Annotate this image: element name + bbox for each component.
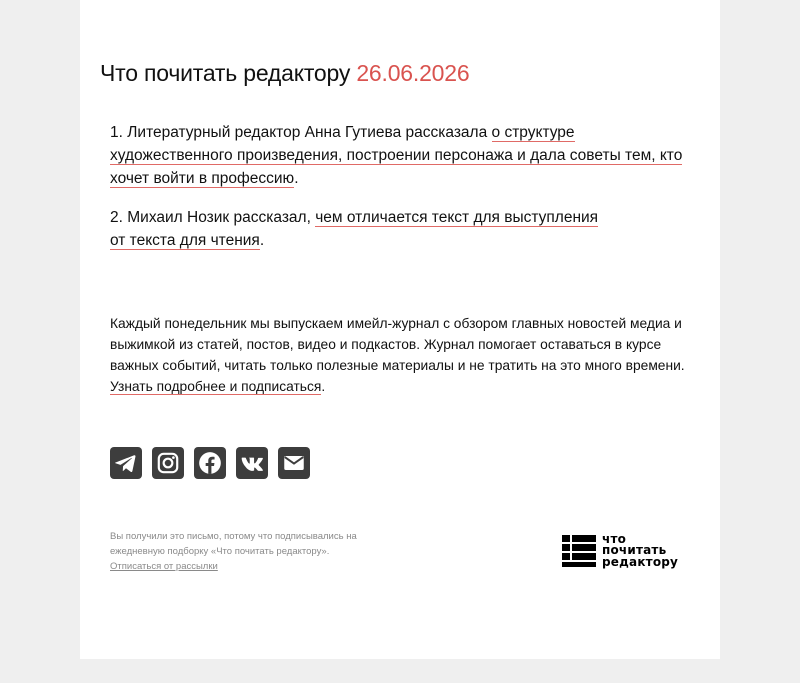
subscribe-link[interactable]: Узнать подробнее и подписаться xyxy=(110,379,322,394)
item-text: Литературный редактор Анна Гутиева рассказала xyxy=(127,124,488,141)
social-links xyxy=(110,447,310,479)
footer-note xyxy=(110,529,410,574)
instagram-icon[interactable] xyxy=(152,447,184,479)
logo-line: что xyxy=(602,531,627,546)
intro-suffix: . xyxy=(321,379,326,394)
logo-wordmark xyxy=(602,531,679,569)
facebook-icon[interactable] xyxy=(194,447,226,479)
item-text: Михаил Нозик рассказал, xyxy=(127,209,311,226)
item-number: 2. xyxy=(110,209,123,226)
article-link[interactable]: чем отличается текст для выступления xyxy=(315,209,599,226)
item-suffix: . xyxy=(259,232,265,249)
newsletter-description xyxy=(110,313,700,397)
footer-line: ежедневную подборку «Что почитать редактору». xyxy=(110,546,330,557)
item-number: 1. xyxy=(110,124,123,141)
unsubscribe-link[interactable]: Отписаться от рассылки xyxy=(110,561,218,572)
title-text: Что почитать редактору xyxy=(100,60,351,86)
list-item xyxy=(110,206,700,252)
article-list xyxy=(110,121,700,268)
vk-icon[interactable] xyxy=(236,447,268,479)
logo-line: почитать xyxy=(602,543,667,558)
intro-text: Каждый понедельник мы выпускаем имейл-журнал с обзором главных новостей медиа и выжимкой из статей, постов, видео и подкастов. Журнал помогает оставаться в курсе важных событий, читать только полезные материалы и не тратить на это много времени. xyxy=(110,316,685,373)
article-link[interactable]: от текста для чтения xyxy=(110,232,260,249)
logo-mark-icon xyxy=(562,534,596,568)
item-suffix: . xyxy=(294,170,299,187)
email-icon[interactable] xyxy=(278,447,310,479)
title-date: 26.06.2026 xyxy=(356,60,470,86)
logo-line: редактору xyxy=(602,554,679,569)
telegram-icon[interactable] xyxy=(110,447,142,479)
page-title xyxy=(100,58,469,88)
email-sheet xyxy=(80,0,720,659)
list-item xyxy=(110,121,700,190)
article-link[interactable]: о структуре художественного произведения, построении персонажа и дала советы тем, кто хочет войти в профессию xyxy=(110,124,683,187)
brand-logo[interactable] xyxy=(562,533,692,569)
footer-line: Вы получили это письмо, потому что подписывались на xyxy=(110,531,357,542)
